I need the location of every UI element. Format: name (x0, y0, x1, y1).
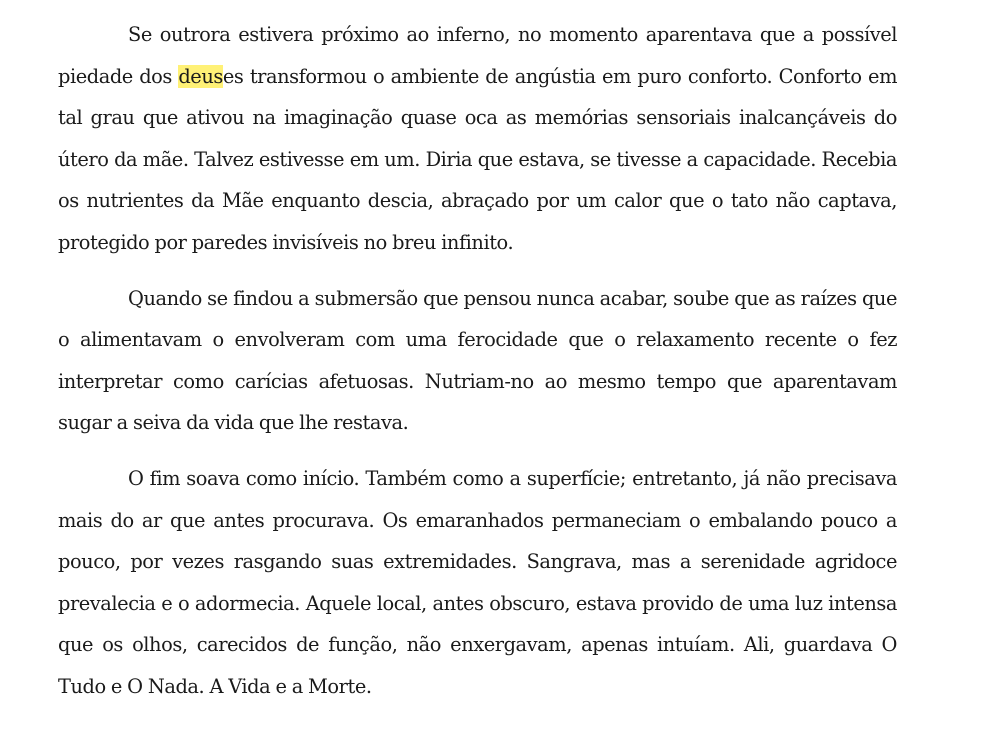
paragraph-3: O fim soava como início. Também como a superfície; entretanto, já não precisava mais do ar que antes procurava. Os emaranhados permaneciam o embalando pouco a pouco, por vezes rasgando suas extremidades. Sangrava, mas a serenidade agridoce prevalecia e o adormecia. Aquele local, antes obscuro, estava provido de uma luz intensa que os olhos, carecidos de função, não enxergavam, apenas intuíam. Ali, guardava O Tudo e O Nada. A Vida e a Morte. (58, 466, 897, 698)
paragraph-1-text-before: Se outrora estivera próximo ao inferno, no momento aparentava que a possível piedade dos (58, 23, 897, 88)
document-page (58, 14, 897, 708)
paragraph-1-text-after: es transformou o ambiente de angústia em puro conforto. Conforto em tal grau que ativou na imaginação quase oca as memórias sensoriais inalcançáveis do útero da mãe. Talvez estivesse em um. Diria que estava, se tivesse a capacidade. Recebia os nutrientes da Mãe enquanto descia, abraçado por um calor que o tato não captava, protegido por paredes invisíveis no breu infinito. (58, 64, 898, 254)
paragraph-2: Quando se findou a submersão que pensou nunca acabar, soube que as raízes que o alimentavam o envolveram com uma ferocidade que o relaxamento recente o fez interpretar como carícias afetuosas. Nutriam-no ao mesmo tempo que aparentavam sugar a seiva da vida que lhe restava. (58, 286, 897, 435)
highlighted-text: deus (178, 64, 223, 88)
paragraph-1 (58, 14, 897, 264)
